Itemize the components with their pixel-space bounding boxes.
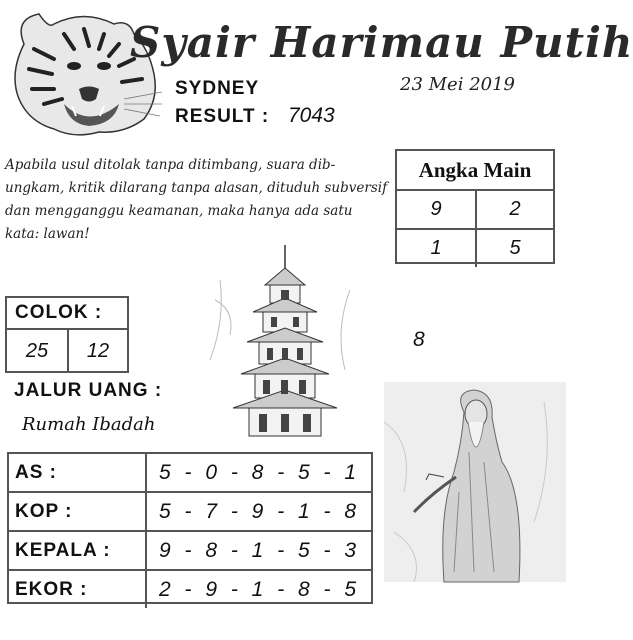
angka-main-title: Angka Main — [397, 151, 553, 191]
date-label: 23 Mei 2019 — [400, 74, 515, 95]
sage-illustration — [384, 382, 566, 582]
jalur-uang-label: JALUR UANG : — [14, 380, 163, 401]
row-value: 9 - 8 - 1 - 5 - 3 — [159, 538, 361, 562]
page-title: Syair Harimau Putih — [130, 18, 633, 67]
table-row — [9, 532, 371, 571]
angka-main-box — [395, 149, 555, 264]
row-value: 5 - 7 - 9 - 1 - 8 — [159, 499, 361, 523]
jalur-uang-value: Rumah Ibadah — [22, 414, 156, 435]
angka-main-number: 2 — [475, 191, 553, 230]
row-label: AS : — [9, 454, 147, 491]
single-number: 8 — [413, 328, 425, 351]
colok-label: COLOK : — [7, 298, 127, 330]
row-label: EKOR : — [9, 571, 147, 608]
row-value: 2 - 9 - 1 - 8 - 5 — [159, 577, 361, 601]
prediction-table — [7, 452, 373, 604]
result-value: 7043 — [288, 104, 335, 127]
angka-main-number: 5 — [475, 230, 553, 267]
row-label: KOP : — [9, 493, 147, 530]
angka-main-number: 9 — [397, 191, 475, 230]
city-label: SYDNEY — [175, 78, 260, 99]
angka-main-number: 1 — [430, 237, 442, 259]
row-value: 5 - 0 - 8 - 5 - 1 — [159, 460, 361, 484]
colok-box — [5, 296, 129, 373]
result-label: RESULT : — [175, 106, 270, 127]
table-row — [9, 454, 371, 493]
quote-text: Apabila usul ditolak tanpa ditimbang, suara dib-ungkam, kritik dilarang tanpa alasan, dituduh subversif dan mengganggu keamanan, maka hanya ada satu kata: lawan! — [5, 157, 388, 242]
colok-value: 12 — [67, 330, 127, 373]
colok-value: 25 — [25, 340, 49, 362]
table-row — [9, 493, 371, 532]
pagoda-illustration — [205, 240, 355, 445]
row-label: KEPALA : — [9, 532, 147, 569]
table-row — [9, 571, 371, 608]
